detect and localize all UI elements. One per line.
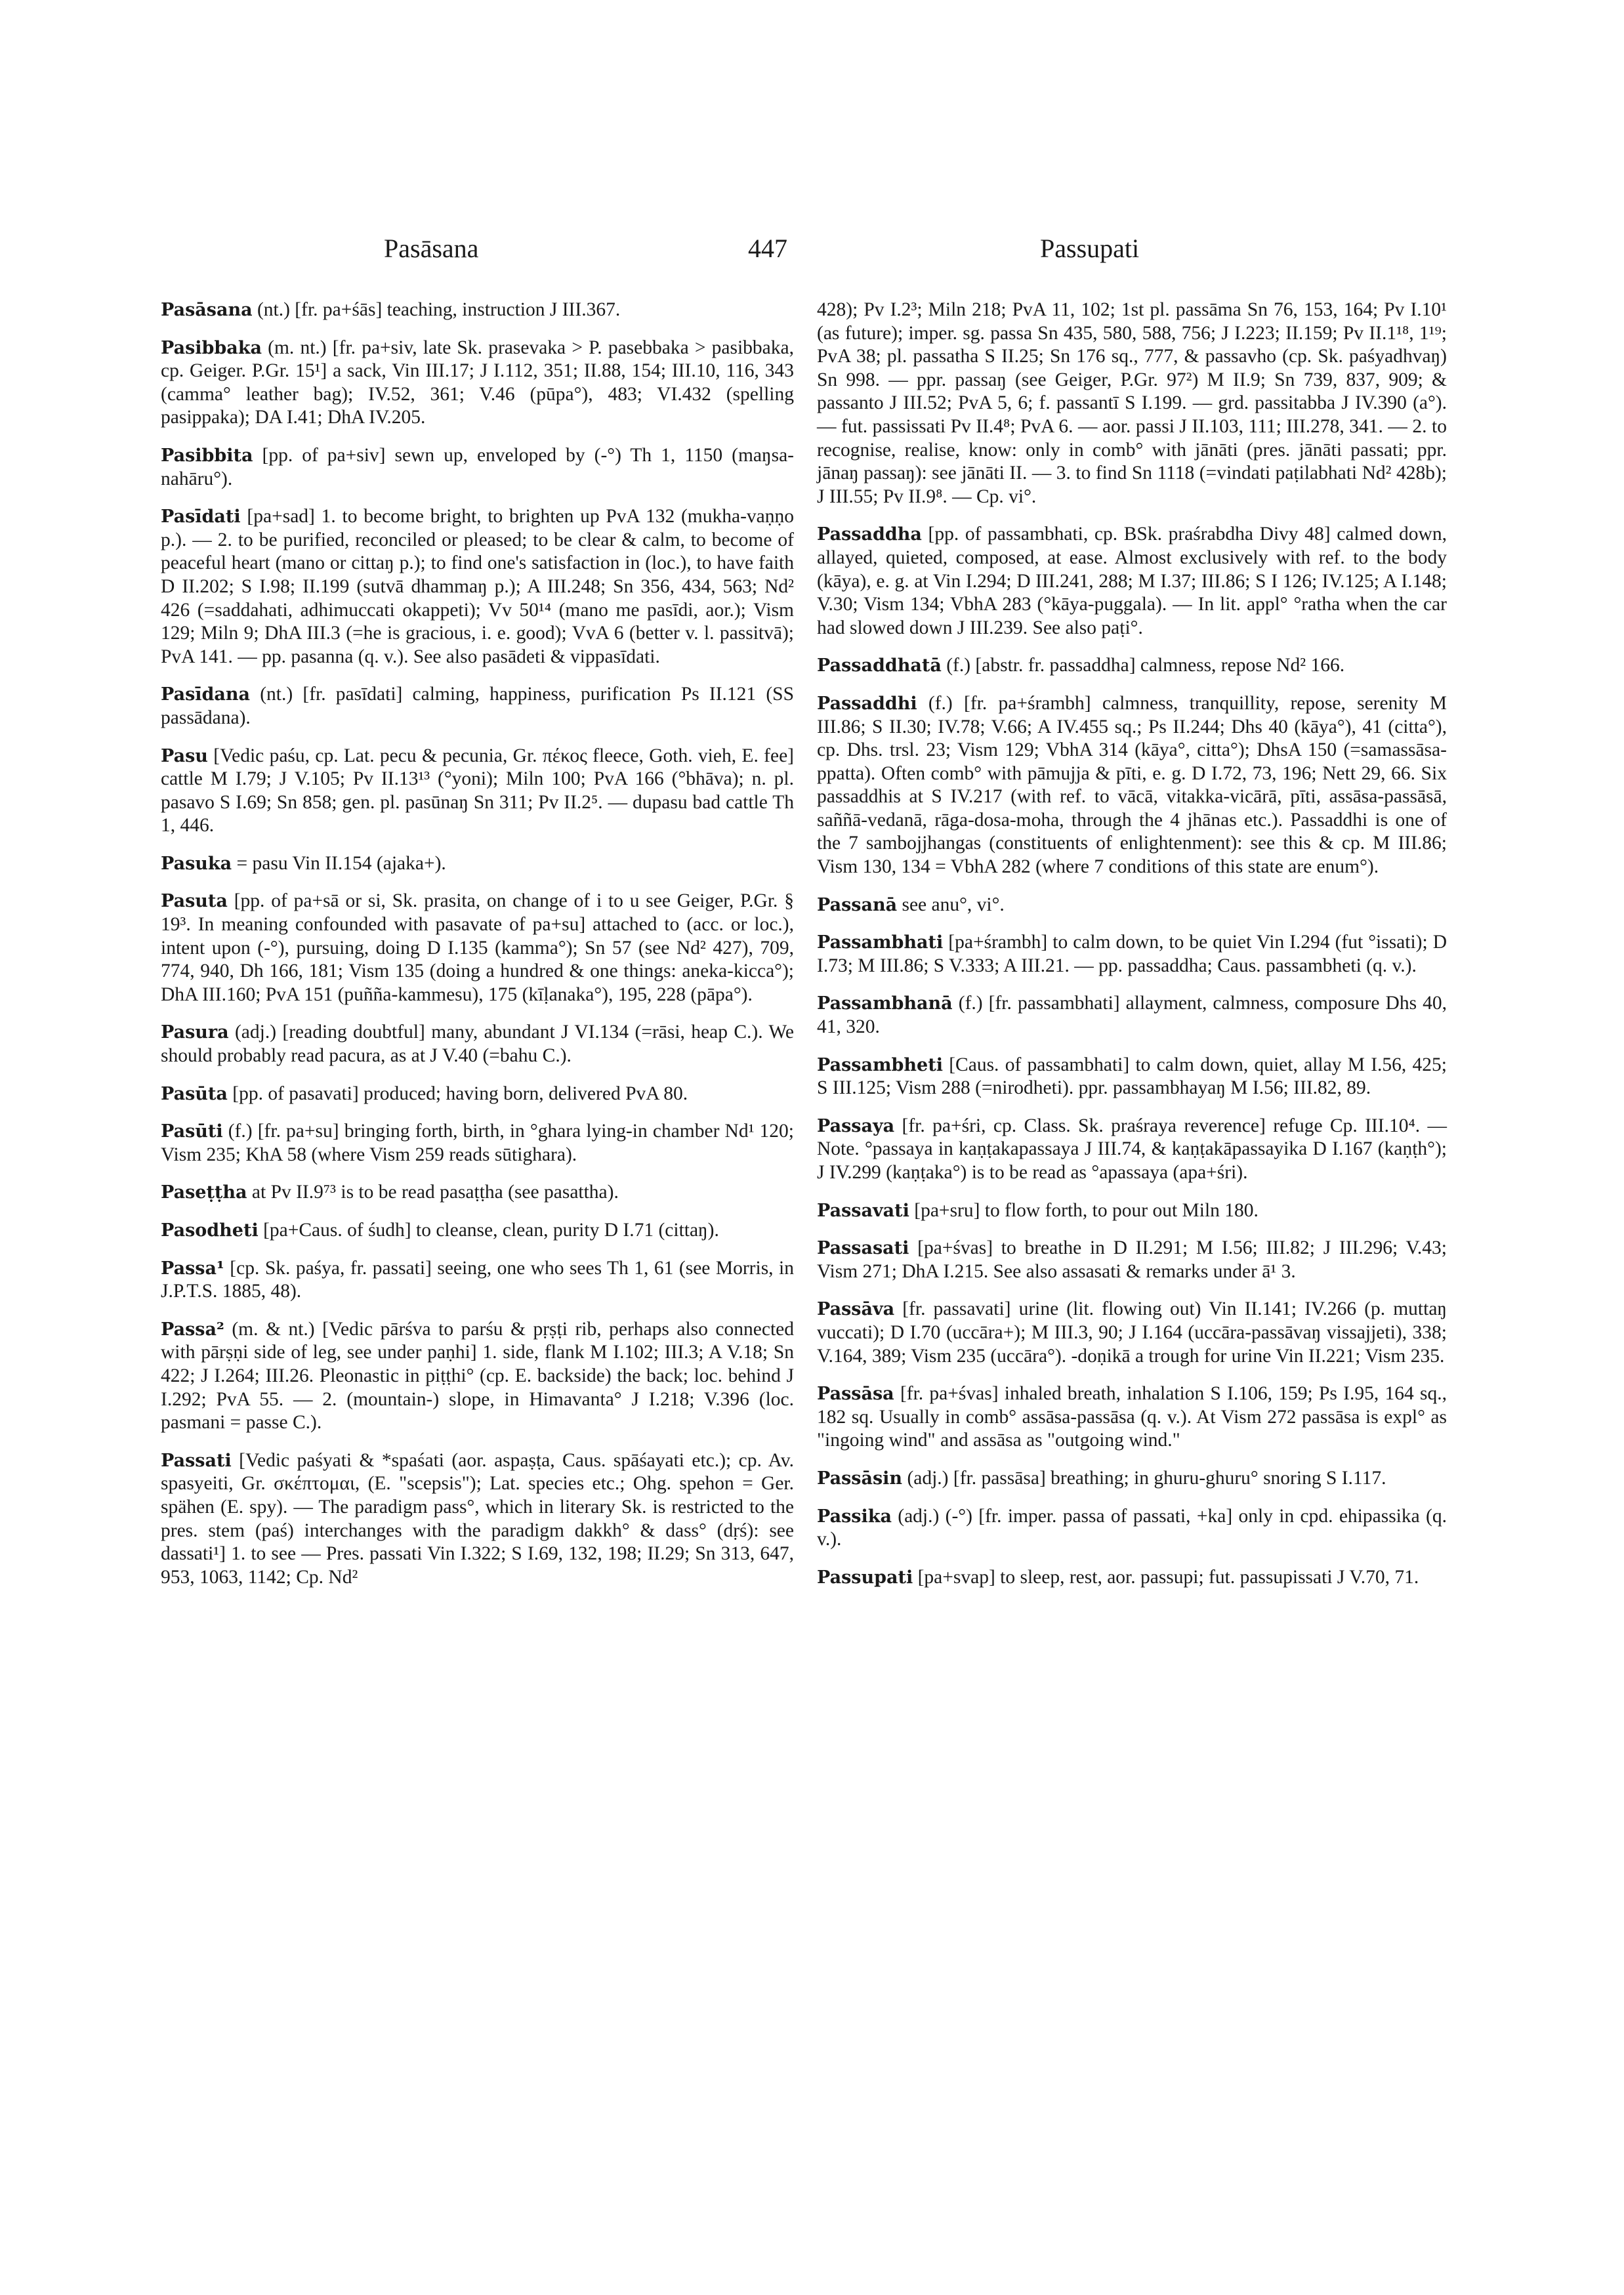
entry-headword: Passanā: [817, 894, 898, 915]
entry-definition: [pa+svap] to sleep, rest, aor. passupi; fut. passupissati J V.70, 71.: [913, 1566, 1419, 1588]
dictionary-entry: [161, 683, 794, 730]
entry-definition: [pa+sad] 1. to become bright, to brighten up PvA 132 (mukha-vaṇṇo p.). — 2. to be purified, reconciled or pleased; to be clear & calm, to become of peaceful heart (mano or cittaŋ p.); to find one's satisfaction in (loc.), to have faith D II.202; S I.98; II.199 (sutvā dhammaŋ p.); A III.248; Sn 356, 434, 563; Nd² 426 (=saddahati, adhimuccati okappeti); Vv 50¹⁴ (mano me pasīdi, aor.); Vism 129; Miln 9; DhA III.3 (=he is gracious, i. e. good); VvA 6 (better v. l. passitvā); PvA 141. — pp. pasanna (q. v.). See also pasādeti & vippasīdati.: [161, 506, 794, 667]
entry-headword: Passambhati: [817, 932, 944, 953]
entry-definition: [pp. of passambhati, cp. BSk. praśrabdha Divy 48] calmed down, allayed, quieted, composed, at ease. Almost exclusively with ref. to the body (kāya), e. g. at Vin I.294; D III.241, 288; M I.37; III.86; S I 126; IV.125; A I.148; V.30; Vism 134; VbhA 283 (°kāya-puggala). — In lit. appl° °ratha when the car had slowed down J III.239. See also paṭi°.: [817, 524, 1447, 638]
entry-headword: Passati: [161, 1450, 232, 1471]
dictionary-entry: [161, 444, 794, 491]
header-right-guideword: Passupati: [1040, 234, 1140, 263]
entry-definition: (m. nt.) [fr. pa+siv, late Sk. prasevaka > P. pasebbaka > pasibbaka, cp. Geiger. P.Gr. 15¹] a sack, Vin III.17; J I.112, 351; II.88, 154; III.10, 116, 343 (camma° leather bag); IV.52, 361; V.46 (pūpa°), 483; VI.432 (spelling pasippaka); DA I.41; DhA IV.205.: [161, 337, 794, 428]
dictionary-entry: [161, 1318, 794, 1435]
entry-headword: Passasati: [817, 1238, 909, 1259]
dictionary-entry: [161, 1120, 794, 1167]
entry-headword: Pasu: [161, 745, 208, 766]
left-column: [161, 299, 794, 1603]
entry-definition: [pa+śrambh] to calm down, to be quiet Vin I.294 (fut °issati); D I.73; M III.86; S V.333; A III.21. — pp. passaddha; Caus. passambheti (q. v.).: [817, 932, 1447, 976]
dictionary-entry: [817, 1237, 1447, 1283]
entry-headword: Passāva: [817, 1299, 895, 1320]
page-number: 447: [748, 234, 787, 263]
dictionary-entry: [817, 692, 1447, 879]
entry-headword: Paseṭṭha: [161, 1182, 247, 1203]
entry-definition: (nt.) [fr. pa+śās] teaching, instruction J III.367.: [252, 299, 621, 320]
entry-definition: [pa+śvas] to breathe in D II.291; M I.56; III.82; J III.296; V.43; Vism 271; DhA I.215. See also assasati & remarks under ā¹ 3.: [817, 1237, 1447, 1282]
entry-headword: Passaddha: [817, 524, 922, 545]
entry-definition: [fr. pa+śvas] inhaled breath, inhalation S I.106, 159; Ps I.95, 164 sq., 182 sq. Usually in comb° assāsa-passāsa (q. v.). At Vism 272 passāsa is expl° as "ingoing wind" and assāsa as "outgoing wind.": [817, 1383, 1447, 1451]
entry-definition: (m. & nt.) [Vedic pārśva to parśu & pṛṣṭi rib, perhaps also connected with pārṣṇi side of leg, see under paṇhi] 1. side, flank M I.102; III.3; A V.18; Sn 422; J I.264; III.26. Pleonastic in piṭṭhi° (cp. E. backside) the back; loc. behind J I.292; PvA 55. — 2. (mountain-) slope, in Himavanta° J I.218; V.396 (loc. pasmani = passe C.).: [161, 1318, 794, 1434]
dictionary-entry: [817, 992, 1447, 1039]
entry-definition: see anu°, vi°.: [897, 894, 1005, 915]
entry-headword: Pasuka: [161, 853, 232, 874]
entry-definition: [pa+Caus. of śudh] to cleanse, clean, purity D I.71 (cittaŋ).: [258, 1220, 719, 1241]
dictionary-entry: [161, 1257, 794, 1304]
dictionary-entry: [161, 505, 794, 669]
dictionary-entry: [817, 1054, 1447, 1100]
entry-headword: Pasūta: [161, 1083, 228, 1104]
entry-definition: (nt.) [fr. pasīdati] calming, happiness, purification Ps II.121 (SS passādana).: [161, 684, 794, 728]
entry-definition: [fr. pa+śri, cp. Class. Sk. praśraya reverence] refuge Cp. III.10⁴. — Note. °passaya in kaṇṭakapassaya J III.74, & kaṇṭakāpassayika D I.167 (kaṇṭh°); J IV.299 (kaṇṭaka°) is to be read as °apassaya (apa+śri).: [817, 1115, 1447, 1183]
entry-headword: Pasīdati: [161, 507, 241, 527]
entry-definition: (adj.) [fr. passāsa] breathing; in ghuru-ghuru° snoring S I.117.: [902, 1467, 1386, 1489]
entry-definition: (f.) [fr. passambhati] allayment, calmness, composure Dhs 40, 41, 320.: [817, 993, 1447, 1038]
entry-definition: [Caus. of passambhati] to calm down, quiet, allay M I.56, 425; S III.125; Vism 288 (=nirodheti). ppr. passambhayaŋ M I.56; III.82, 89.: [817, 1054, 1447, 1099]
entry-definition: (adj.) [reading doubtful] many, abundant J VI.134 (=rāsi, heap C.). We should probably read pacura, as at J V.40 (=bahu C.).: [161, 1022, 794, 1067]
dictionary-entry: [817, 1505, 1447, 1552]
dictionary-entry: [817, 1115, 1447, 1185]
dictionary-entry: [817, 1467, 1447, 1491]
entry-headword: Pasibbaka: [161, 337, 262, 358]
dictionary-entry: [161, 1449, 794, 1590]
entry-definition: 428); Pv I.2³; Miln 218; PvA 11, 102; 1st pl. passāma Sn 76, 153, 164; Pv I.10¹ (as future); imper. sg. passa Sn 435, 580, 588, 756; J I.223; II.159; Pv II.1¹⁸, 1¹⁹; PvA 38; pl. passatha S II.25; Sn 176 sq., 777, & passavho (cp. Sk. paśyadhvaŋ) Sn 998. — ppr. passaŋ (see Geiger, P.Gr. 97²) M II.9; Sn 739, 837, 909; & passanto J III.52; PvA 5, 6; f. passantī S I.199. — grd. passitabba J IV.390 (a°). — fut. passissati Pv II.4⁸; PvA 6. — aor. passi J II.103, 111; III.278, 341. — 2. to recognise, realise, know: only in comb° with jānāti (pres. jānāti passati; ppr. jānaŋ passaŋ): see jānāti II. — 3. to find Sn 1118 (=vindati paṭilabhati Nd² 428b); J III.55; Pv II.9⁸. — Cp. vi°.: [817, 299, 1447, 507]
dictionary-entry: [161, 1181, 794, 1205]
entry-definition: [cp. Sk. paśya, fr. passati] seeing, one who sees Th 1, 61 (see Morris, in J.P.T.S. 1885, 48).: [161, 1257, 794, 1302]
entry-definition: [fr. passavati] urine (lit. flowing out) Vin II.141; IV.266 (p. muttaŋ vuccati); D I.70 (uccāra+); M III.3, 90; J I.164 (uccāra-passāvaŋ vissajjeti), 338; V.164, 389; Vism 235 (uccāra°). -doṇikā a trough for urine Vin II.221; Vism 235.: [817, 1298, 1447, 1367]
entry-headword: Pasuta: [161, 891, 228, 912]
entry-headword: Pasāsana: [161, 300, 253, 320]
dictionary-entry: [817, 523, 1447, 640]
dictionary-entry: [817, 1298, 1447, 1368]
entry-headword: Pasūti: [161, 1121, 223, 1142]
entry-definition: (f.) [fr. pa+śrambh] calmness, tranquillity, repose, serenity M III.86; S II.30; IV.78; V.66; A IV.455 sq.; Ps II.244; Dhs 40 (kāya°), 41 (citta°), cp. Dhs. trsl. 23; Vism 129; VbhA 314 (kāya°, citta°); DhsA 150 (=samassāsa-ppatta). Often comb° with pāmujja & pīti, e. g. D I.72, 73, 196; Nett 29, 66. Six passaddhis at S IV.217 (with ref. to vācā, vitakka-vicārā, pīti, assāsa-passāsā, saññā-vedanā, rāga-dosa-moha, through the 4 jhānas etc.). Passaddhi is one of the 7 sambojjhangas (constituents of enlightenment): see this & cp. M III.86; Vism 130, 134 = VbhA 282 (where 7 conditions of this state are enum°).: [817, 692, 1447, 878]
entry-definition: [Vedic paśu, cp. Lat. pecu & pecunia, Gr. πέκος fleece, Goth. vieh, E. fee] cattle M I.79; J V.105; Pv II.13¹³ (°yoni); Miln 100; PvA 166 (°bhāva); n. pl. pasavo S I.69; Sn 858; gen. pl. pasūnaŋ Sn 311; Pv II.2⁵. — dupasu bad cattle Th 1, 446.: [161, 745, 794, 837]
entry-headword: Passāsin: [817, 1468, 903, 1489]
entry-headword: Passāsa: [817, 1384, 894, 1405]
right-column: [817, 299, 1447, 1603]
dictionary-entry: [817, 931, 1447, 978]
entry-headword: Passa¹: [161, 1258, 224, 1279]
entry-definition: [Vedic paśyati & *spaśati (aor. aspaṣṭa, Caus. spāśayati etc.); cp. Av. spasyeiti, Gr. σκέπτομαι, (E. "scepsis"); Lat. species etc.; Ohg. spehon = Ger. spähen (E. spy). — The paradigm pass°, which in literary Sk. is restricted to the pres. stem (paś) interchanges with the paradigm dakkh° & dass° (dṛś): see dassati¹] 1. to see — Pres. passati Vin I.322; S I.69, 132, 198; II.29; Sn 313, 647, 953, 1063, 1142; Cp. Nd²: [161, 1449, 794, 1588]
entry-headword: Passika: [817, 1506, 892, 1527]
entry-definition: [pa+sru] to flow forth, to pour out Miln 180.: [909, 1199, 1259, 1221]
entry-headword: Passambheti: [817, 1054, 943, 1075]
dictionary-entry: [817, 299, 1447, 508]
entry-headword: Pasibbita: [161, 445, 253, 466]
dictionary-entry: [161, 1219, 794, 1243]
entry-headword: Passa²: [161, 1319, 224, 1340]
entry-headword: Pasīdana: [161, 684, 251, 705]
entry-headword: Passaddhi: [817, 693, 917, 714]
dictionary-entry: [161, 299, 794, 322]
dictionary-entry: [161, 852, 794, 876]
entry-definition: [pp. of pasavati] produced; having born, delivered PvA 80.: [227, 1083, 688, 1104]
entry-definition: (f.) [fr. pa+su] bringing forth, birth, in °ghara lying-in chamber Nd¹ 120; Vism 235; KhA 58 (where Vism 259 reads sūtighara).: [161, 1121, 794, 1165]
entry-definition: [pp. of pa+siv] sewn up, enveloped by (-°) Th 1, 1150 (maŋsa-nahāru°).: [161, 444, 794, 489]
dictionary-entry: [817, 1382, 1447, 1453]
entry-headword: Passaddhatā: [817, 655, 942, 676]
dictionary-entry: [817, 1566, 1447, 1590]
dictionary-entry: [161, 890, 794, 1006]
entry-headword: Passaya: [817, 1115, 895, 1136]
dictionary-entry: [817, 654, 1447, 678]
entry-definition: = pasu Vin II.154 (ajaka+).: [232, 852, 446, 874]
dictionary-entry: [161, 1021, 794, 1067]
dictionary-entry: [161, 337, 794, 430]
entry-definition: (f.) [abstr. fr. passaddha] calmness, repose Nd² 166.: [941, 655, 1345, 676]
entry-headword: Pasodheti: [161, 1220, 259, 1241]
page-header: [0, 233, 1624, 272]
entry-headword: Pasura: [161, 1022, 229, 1043]
entry-definition: at Pv II.9⁷³ is to be read pasaṭṭha (see pasattha).: [247, 1182, 619, 1203]
dictionary-entry: [161, 1083, 794, 1106]
header-left-guideword: Pasāsana: [384, 234, 479, 263]
dictionary-entry: [161, 745, 794, 838]
entry-headword: Passavati: [817, 1200, 909, 1221]
entry-headword: Passupati: [817, 1567, 913, 1588]
entry-definition: [pp. of pa+sā or si, Sk. prasita, on change of i to u see Geiger, P.Gr. § 19³. In meaning confounded with pasavate of pa+su] attached to (acc. or loc.), intent upon (-°), pursuing, doing D I.135 (kamma°); Sn 57 (see Nd² 427), 709, 774, 940, Dh 166, 181; Vism 135 (doing a hundred & one things: aneka-kicca°); DhA III.160; PvA 151 (puñña-kammesu), 175 (kīḷanaka°), 195, 228 (pāpa°).: [161, 890, 794, 1005]
dictionary-entry: [817, 894, 1447, 917]
entry-headword: Passambhanā: [817, 993, 953, 1014]
dictionary-entry: [817, 1199, 1447, 1223]
entry-definition: (adj.) (-°) [fr. imper. passa of passati, +ka] only in cpd. ehipassika (q. v.).: [817, 1505, 1447, 1550]
